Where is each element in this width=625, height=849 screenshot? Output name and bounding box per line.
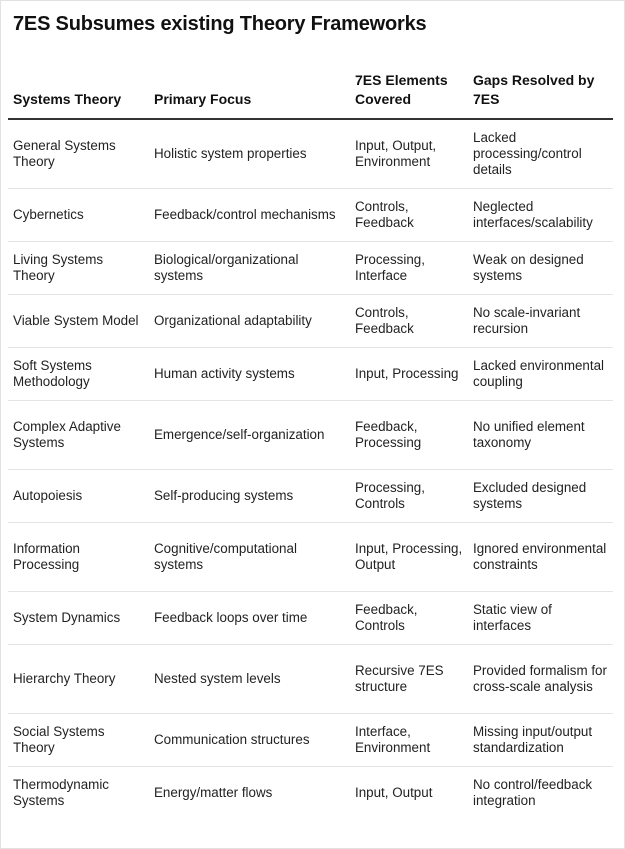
cell-systems-theory: Complex Adaptive Systems [8,400,149,469]
cell-elements-covered: Controls, Feedback [350,188,468,241]
cell-primary-focus: Self-producing systems [149,469,350,522]
cell-elements-covered: Input, Output [355,784,433,800]
cell-systems-theory: Social Systems Theory [8,713,149,766]
cell-elements-covered: Feedback, Processing [350,400,468,469]
cell-elements-covered: Input, Processing, Output [350,522,468,591]
cell-systems-theory: Autopoiesis [8,469,149,522]
cell-systems-theory: Hierarchy Theory [8,644,149,713]
cell-primary-focus: Feedback/control mechanisms [149,188,350,241]
cell-primary-focus: Holistic system properties [149,119,350,188]
cell-elements-covered: Processing, Interface [350,241,468,294]
cell-primary-focus: Communication structures [149,713,350,766]
header-gaps-resolved: Gaps Resolved by 7ES [468,63,613,119]
cell-systems-theory: Information Processing [8,522,149,591]
cell-elements-covered: Interface, Environment [350,713,468,766]
cell-systems-theory: Soft Systems Methodology [8,347,149,400]
cell-gaps-resolved: Missing input/output standardization [468,713,613,766]
cell-gaps-resolved: Provided formalism for cross-scale analysis [468,644,613,713]
cell-elements-covered: Controls, Feedback [350,294,468,347]
table-header-row [8,63,613,119]
cell-systems-theory: System Dynamics [8,591,149,644]
table-row [8,591,613,644]
table-row [8,294,613,347]
cell-primary-focus: Emergence/self-organization [149,400,350,469]
table-row [8,713,613,766]
page-title: 7ES Subsumes existing Theory Frameworks [13,13,427,35]
cell-gaps-resolved: No control/feedback integration [473,776,593,808]
header-7es-elements-covered: 7ES Elements Covered [350,63,468,119]
table-row [8,644,613,713]
cell-gaps-resolved: No scale-invariant recursion [468,294,613,347]
cell-elements-covered: Input, Processing [350,347,468,400]
cell-systems-theory: Viable System Model [8,294,149,347]
table-row [8,347,613,400]
cell-gaps-resolved: Weak on designed systems [468,241,613,294]
cell-gaps-resolved: Lacked processing/control details [468,119,613,188]
cell-elements-covered: Feedback, Controls [350,591,468,644]
cell-systems-theory: Thermodynamic Systems [13,776,109,808]
cell-primary-focus: Feedback loops over time [149,591,350,644]
cell-systems-theory: Cybernetics [8,188,149,241]
cell-primary-focus: Energy/matter flows [154,784,273,800]
table-row [8,119,613,188]
table-row [8,469,613,522]
header-primary-focus: Primary Focus [149,63,350,119]
header-systems-theory: Systems Theory [8,63,149,119]
cell-primary-focus: Nested system levels [149,644,350,713]
cell-primary-focus: Human activity systems [149,347,350,400]
theory-comparison-table [8,63,613,819]
cell-gaps-resolved: Neglected interfaces/scalability [468,188,613,241]
table-row [8,188,613,241]
cell-gaps-resolved: Static view of interfaces [468,591,613,644]
cell-elements-covered: Recursive 7ES structure [350,644,468,713]
cell-systems-theory: Living Systems Theory [8,241,149,294]
table-row [8,522,613,591]
cell-elements-covered: Processing, Controls [350,469,468,522]
cell-gaps-resolved: Ignored environmental constraints [468,522,613,591]
cell-gaps-resolved: Lacked environmental coupling [468,347,613,400]
cell-primary-focus: Organizational adaptability [149,294,350,347]
cell-systems-theory: General Systems Theory [8,119,149,188]
cell-gaps-resolved: No unified element taxonomy [468,400,613,469]
cell-elements-covered: Input, Output, Environment [350,119,468,188]
table-row [8,766,613,819]
cell-primary-focus: Cognitive/computational systems [149,522,350,591]
cell-primary-focus: Biological/organizational systems [149,241,350,294]
cell-gaps-resolved: Excluded designed systems [468,469,613,522]
table-row [8,241,613,294]
table-row [8,400,613,469]
